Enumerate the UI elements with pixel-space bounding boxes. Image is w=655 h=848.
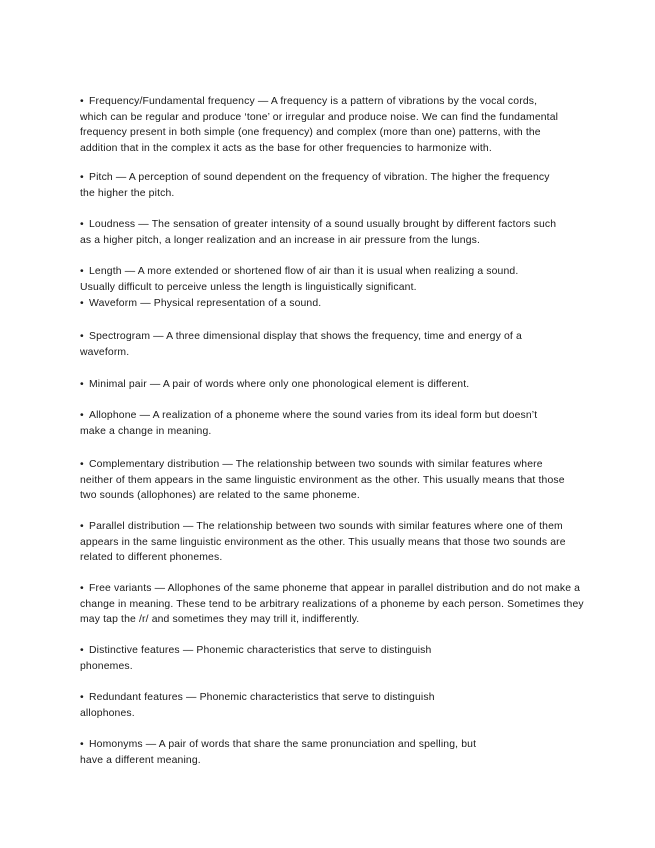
entry-line: the higher the pitch. [80, 187, 175, 199]
entry-line: neither of them appears in the same linguistic environment as the other. This usually means that those [80, 474, 565, 486]
entry-homonyms [80, 737, 476, 768]
entry-spectrogram [80, 329, 522, 360]
bullet: • [80, 521, 84, 532]
entry-line [80, 377, 469, 393]
entry-line: have a different meaning. [80, 754, 201, 766]
entry-line: allophones. [80, 707, 135, 719]
entry-complementary-distribution [80, 457, 565, 504]
entry-line: change in meaning. These tend to be arbitrary realizations of a phoneme by each person. Sometimes they [80, 598, 584, 610]
entry-free-variants [80, 581, 584, 628]
bullet: • [80, 692, 84, 703]
entry-redundant-features [80, 690, 435, 721]
entry-line [80, 170, 550, 186]
entry-text: Distinctive features — Phonemic characteristics that serve to distinguish [89, 645, 432, 656]
entry-line: Usually difficult to perceive unless the length is linguistically significant. [80, 281, 417, 293]
entry-text: Homonyms — A pair of words that share the same pronunciation and spelling, but [89, 739, 477, 750]
entry-minimal-pair [80, 377, 469, 393]
entry-line: frequency present in both simple (one frequency) and complex (more than one) patterns, with the [80, 127, 541, 139]
entry-line [80, 581, 584, 597]
bullet: • [80, 645, 84, 656]
entry-text: Complementary distribution — The relationship between two sounds with similar features where [89, 459, 543, 470]
entry-line [80, 643, 431, 659]
entry-text: Waveform — Physical representation of a sound. [89, 298, 322, 309]
entry-line [80, 519, 566, 535]
bullet: • [80, 739, 84, 750]
entry-allophone [80, 408, 537, 439]
entry-waveform [80, 296, 321, 312]
entry-line [80, 296, 321, 312]
entry-parallel-distribution [80, 519, 566, 566]
entry-loudness [80, 217, 556, 248]
entry-text: Frequency/Fundamental frequency — A frequency is a pattern of vibrations by the vocal cords, [89, 96, 538, 107]
entry-line [80, 737, 476, 753]
entry-line [80, 457, 565, 473]
entry-line [80, 690, 435, 706]
bullet: • [80, 379, 84, 390]
entry-frequency [80, 94, 558, 156]
entry-text: Minimal pair — A pair of words where only one phonological element is different. [89, 379, 470, 390]
entry-text: Pitch — A perception of sound dependent on the frequency of vibration. The higher the frequency [89, 172, 550, 183]
entry-line: may tap the /r/ and sometimes they may trill it, indifferently. [80, 614, 360, 626]
entry-line [80, 264, 518, 280]
entry-distinctive-features [80, 643, 431, 674]
bullet: • [80, 266, 84, 277]
entry-line: which can be regular and produce ‘tone’ or irregular and produce noise. We can find the fundamental [80, 111, 559, 123]
entry-line [80, 329, 522, 345]
entry-text: Free variants — Allophones of the same phoneme that appear in parallel distribution and do not make a [89, 583, 581, 594]
entry-line: phonemes. [80, 660, 133, 672]
entry-text: Spectrogram — A three dimensional display that shows the frequency, time and energy of a [89, 331, 522, 342]
entry-length [80, 264, 518, 295]
bullet: • [80, 331, 84, 342]
entry-line: two sounds (allophones) are related to the same phoneme. [80, 490, 360, 502]
bullet: • [80, 410, 84, 421]
bullet: • [80, 298, 84, 309]
entry-text: Length — A more extended or shortened flow of air than it is usual when realizing a sound. [89, 266, 519, 277]
bullet: • [80, 219, 84, 230]
bullet: • [80, 583, 84, 594]
entry-line: as a higher pitch, a longer realization and an increase in air pressure from the lungs. [80, 234, 481, 246]
entry-line [80, 94, 558, 110]
bullet: • [80, 96, 84, 107]
entry-line: make a change in meaning. [80, 425, 212, 437]
entry-pitch [80, 170, 550, 201]
entry-text: Redundant features — Phonemic characteristics that serve to distinguish [89, 692, 435, 703]
bullet: • [80, 172, 84, 183]
entry-text: Allophone — A realization of a phoneme where the sound varies from its ideal form but doesn’t [89, 410, 538, 421]
entry-line [80, 408, 537, 424]
entry-line: related to different phonemes. [80, 552, 223, 564]
entry-line: appears in the same linguistic environment as the other. This usually means that those two sounds are [80, 536, 566, 548]
entry-line [80, 217, 556, 233]
entry-text: Parallel distribution — The relationship between two sounds with similar features where one of them [89, 521, 563, 532]
entry-text: Loudness — The sensation of greater intensity of a sound usually brought by different factors such [89, 219, 557, 230]
bullet: • [80, 459, 84, 470]
entry-line: waveform. [80, 346, 130, 358]
entry-line: addition that in the complex it acts as the base for other frequencies to harmonize with. [80, 142, 492, 154]
